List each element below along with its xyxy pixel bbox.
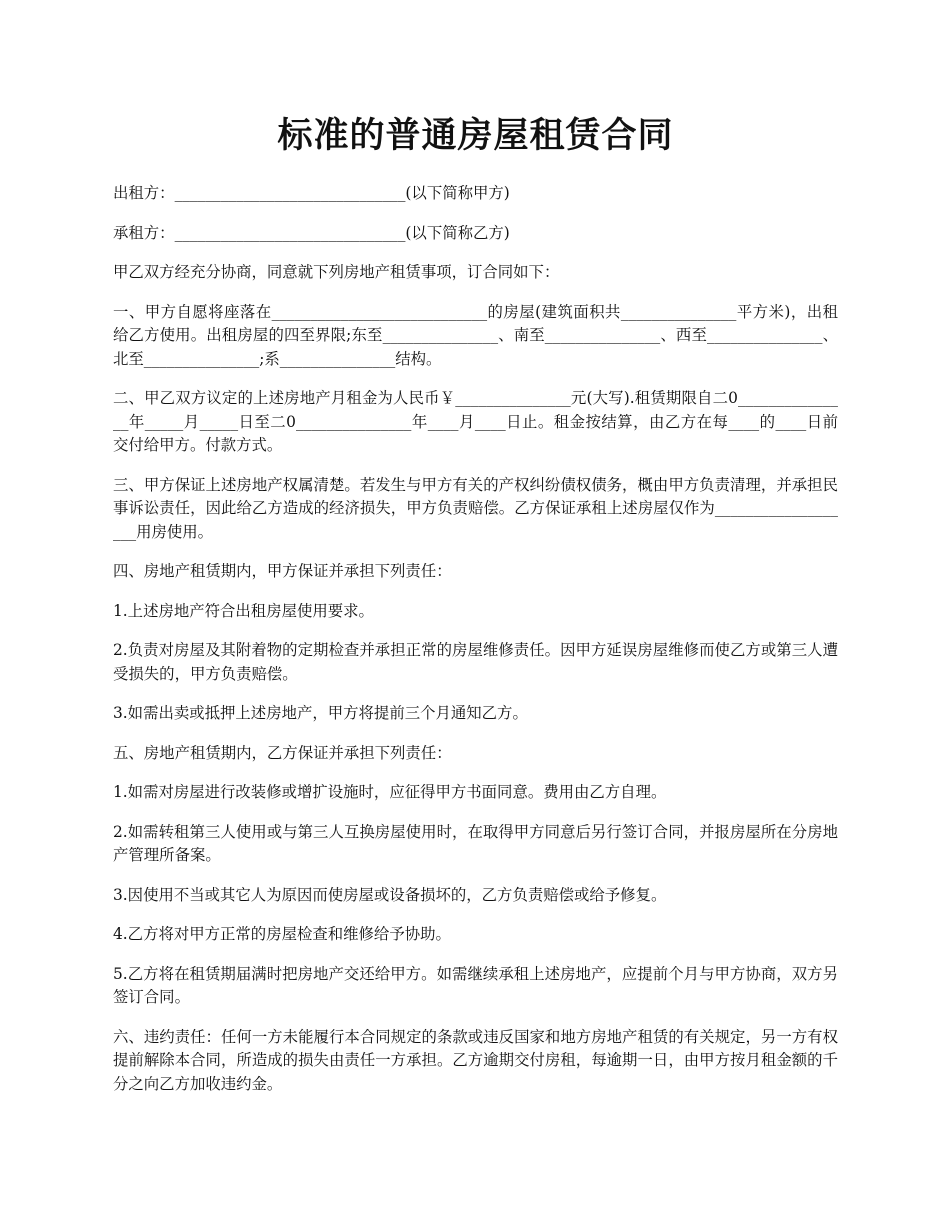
paragraph-clause-6: 六、违约责任：任何一方未能履行本合同规定的条款或违反国家和地方房地产租赁的有关规定，另一方有权提前解除本合同，所造成的损失由责任一方承担。乙方逾期交付房租，每逾期一日，由甲方按月租金额的千分之向乙方加收违约金。 xyxy=(113,1027,838,1093)
paragraph-clause-5-item-2: 2.如需转租第三人使用或与第三人互换房屋使用时，在取得甲方同意后另行签订合同，并报房屋所在分房地产管理所备案。 xyxy=(113,822,838,864)
paragraph-clause-5-item-4: 4.乙方将对甲方正常的房屋检查和维修给予协助。 xyxy=(113,925,451,943)
paragraph-lessor: 出租方：______________________________(以下简称甲方) xyxy=(113,184,510,202)
paragraph-intro: 甲乙双方经充分协商，同意就下列房地产租赁事项，订合同如下： xyxy=(113,263,560,281)
paragraph-clause-1: 一、甲方自愿将座落在____________________________的房屋(建筑面积共_______________平方米)，出租给乙方使用。出租房屋的四至界限;东至_______________、南至_______________、西至_______________、北至_______________;系_______________结构。 xyxy=(113,302,838,368)
paragraph-lessee: 承租方：______________________________(以下简称乙方) xyxy=(113,223,510,242)
paragraph-clause-4: 四、房地产租赁期内，甲方保证并承担下列责任： xyxy=(113,562,452,580)
paragraph-clause-4-item-3: 3.如需出卖或抵押上述房地产，甲方将提前三个月通知乙方。 xyxy=(113,704,528,722)
document-title: 标准的普通房屋租赁合同 xyxy=(277,115,674,156)
paragraph-clause-5: 五、房地产租赁期内，乙方保证并承担下列责任： xyxy=(113,743,452,762)
paragraph-clause-4-item-2: 2.负责对房屋及其附着物的定期检查并承担正常的房屋维修责任。因甲方延误房屋维修而使乙方或第三人遭受损失的，甲方负责赔偿。 xyxy=(113,641,838,683)
paragraph-clause-5-item-3: 3.因使用不当或其它人为原因而使房屋或设备损坏的，乙方负责赔偿或给予修复。 xyxy=(113,885,667,904)
paragraph-clause-2: 二、甲乙双方议定的上述房地产月租金为人民币￥_______________元(大写).租赁期限自二0_______________年_____月_____日至二0_______________年____月____日止。租金按结算，由乙方在每____的____日前交付给甲方。付款方式。 xyxy=(113,389,838,454)
paragraph-clause-3: 三、甲方保证上述房地产权属清楚。若发生与甲方有关的产权纠纷债权债务，概由甲方负责清理，并承担民事诉讼责任，因此给乙方造成的经济损失，甲方负责赔偿。乙方保证承租上述房屋仅作为___________________用房使用。 xyxy=(113,475,838,541)
paragraph-clause-5-item-1: 1.如需对房屋进行改装修或增扩设施时，应征得甲方书面同意。费用由乙方自理。 xyxy=(113,783,667,801)
paragraph-clause-5-item-5: 5.乙方将在租赁期届满时把房地产交还给甲方。如需继续承租上述房地产，应提前个月与甲方协商，双方另签订合同。 xyxy=(113,964,838,1006)
paragraph-clause-4-item-1: 1.上述房地产符合出租房屋使用要求。 xyxy=(113,601,374,620)
